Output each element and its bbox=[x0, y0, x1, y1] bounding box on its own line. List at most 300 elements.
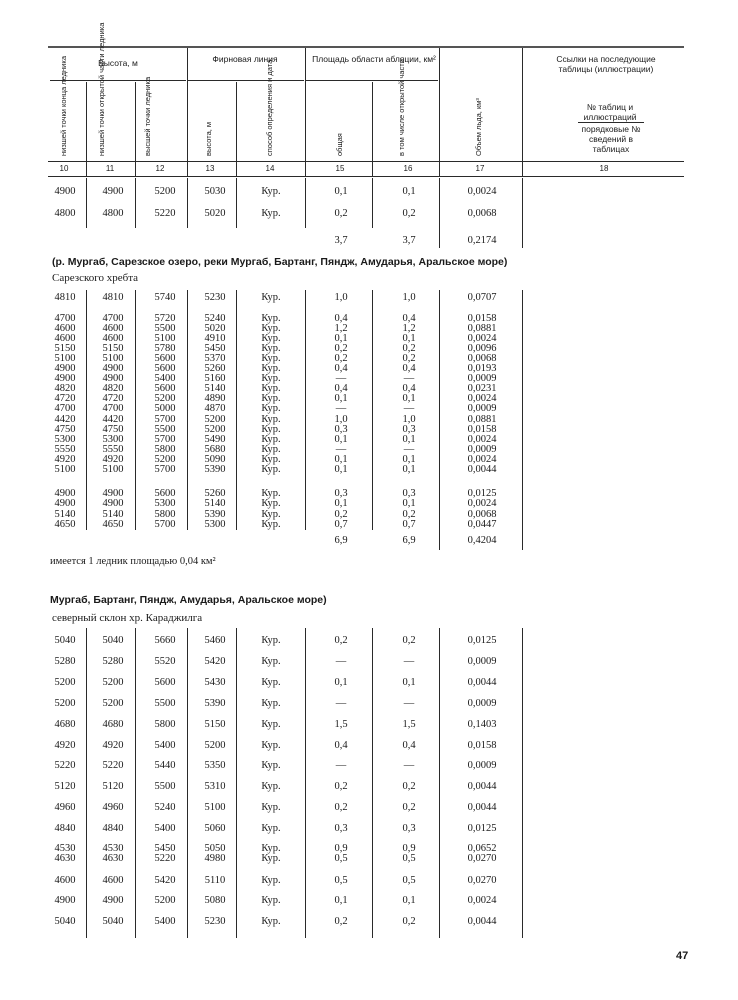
table-cell: 0,0024 bbox=[467, 333, 497, 345]
s2-vline-4 bbox=[236, 290, 237, 530]
table-cell: Кур. bbox=[261, 323, 281, 335]
table-cell: 0,2 bbox=[334, 208, 348, 219]
table-cell: Кур. bbox=[261, 508, 281, 520]
table-cell: 5030 bbox=[204, 186, 226, 197]
colnum-12: 12 bbox=[155, 164, 165, 173]
header-subrule-firn bbox=[188, 80, 304, 81]
table-cell: 5120 bbox=[102, 781, 124, 793]
table-cell: 5280 bbox=[102, 655, 124, 667]
table-cell: 4800 bbox=[54, 208, 76, 219]
table-cell: 0,3 bbox=[334, 423, 348, 435]
table-cell: 0,0009 bbox=[467, 443, 497, 455]
table-cell: 0,0125 bbox=[467, 823, 497, 835]
hdr-vline-6 bbox=[372, 82, 373, 176]
table-cell: Кур. bbox=[261, 363, 281, 375]
table-cell: 5520 bbox=[154, 655, 176, 667]
table-cell: 5450 bbox=[154, 843, 176, 854]
table-cell: 5800 bbox=[154, 508, 176, 520]
table-cell: 1,0 bbox=[402, 413, 416, 425]
table-cell: 4600 bbox=[102, 875, 124, 886]
table-cell: 0,2 bbox=[402, 916, 416, 927]
table-cell: 5740 bbox=[154, 292, 176, 303]
header-subrule-height bbox=[50, 80, 186, 81]
table-cell: 4700 bbox=[54, 403, 76, 415]
page-number: 47 bbox=[676, 950, 689, 962]
header-firn-group: Фирновая линия bbox=[212, 54, 278, 64]
table-cell: 0,2 bbox=[402, 208, 416, 219]
table-cell: 4890 bbox=[204, 393, 226, 405]
table-cell: 5100 bbox=[102, 353, 124, 365]
table-cell: 0,1 bbox=[334, 333, 348, 345]
table-cell: 5600 bbox=[154, 353, 176, 365]
table-cell: 0,0009 bbox=[467, 655, 497, 667]
table-cell: 5120 bbox=[54, 781, 76, 793]
b1-vline-8 bbox=[522, 178, 523, 248]
colnum-14: 14 bbox=[265, 164, 275, 173]
table-cell: Кур. bbox=[261, 433, 281, 445]
table-cell: 4900 bbox=[102, 498, 124, 510]
table-cell: 0,3 bbox=[402, 488, 416, 499]
table-cell: 5020 bbox=[204, 323, 226, 335]
table-cell: 0,2 bbox=[334, 802, 348, 814]
table-cell: 0,2 bbox=[334, 353, 348, 365]
table-cell: 5100 bbox=[154, 333, 176, 345]
table-cell: 0,2 bbox=[402, 802, 416, 814]
table-cell: 4900 bbox=[102, 895, 124, 906]
table-cell: 0,1 bbox=[402, 498, 416, 510]
table-cell: 5160 bbox=[204, 373, 226, 385]
s3-vline-1 bbox=[86, 628, 87, 938]
table-cell: 4600 bbox=[54, 333, 76, 345]
table-cell: 0,0044 bbox=[467, 781, 497, 793]
table-cell: 0,5 bbox=[334, 875, 348, 886]
table-cell: 4820 bbox=[102, 383, 124, 395]
table-cell: 0,0707 bbox=[467, 292, 497, 303]
table-cell: 0,2 bbox=[402, 781, 416, 793]
s2-vline-2 bbox=[135, 290, 136, 530]
table-cell: 0,0009 bbox=[467, 697, 497, 709]
table-cell: 4980 bbox=[204, 853, 226, 864]
header-col-17: Объем льда, км³ bbox=[474, 98, 483, 156]
table-cell: 5280 bbox=[54, 655, 76, 667]
table-cell: 5600 bbox=[154, 488, 176, 499]
table-cell: 5600 bbox=[154, 363, 176, 375]
table-cell: 3,7 bbox=[334, 235, 348, 246]
table-cell: 5800 bbox=[154, 443, 176, 455]
table-cell: 0,0158 bbox=[467, 739, 497, 751]
hdr-vline-4 bbox=[236, 82, 237, 176]
table-cell: 5500 bbox=[154, 781, 176, 793]
table-cell: — bbox=[335, 655, 347, 667]
table-cell: 5420 bbox=[204, 655, 226, 667]
table-cell: Кур. bbox=[261, 186, 281, 197]
table-cell: 0,1 bbox=[334, 186, 348, 197]
table-cell: 0,0096 bbox=[467, 343, 497, 355]
table-cell: 5260 bbox=[204, 488, 226, 499]
table-cell: 0,0270 bbox=[467, 875, 497, 886]
table-cell: 4900 bbox=[102, 488, 124, 499]
table-cell: 5700 bbox=[154, 433, 176, 445]
header-height-group: Высота, м bbox=[98, 58, 138, 68]
s3-vline-2 bbox=[135, 628, 136, 938]
table-cell: 1,5 bbox=[334, 718, 348, 730]
table-cell: 5500 bbox=[154, 323, 176, 335]
table-cell: 5100 bbox=[54, 463, 76, 475]
table-cell: 0,0881 bbox=[467, 413, 497, 425]
table-cell: 0,4 bbox=[334, 313, 348, 324]
table-cell: 5090 bbox=[204, 453, 226, 465]
table-cell: 5400 bbox=[154, 916, 176, 927]
table-cell: 4870 bbox=[204, 403, 226, 415]
table-cell: 0,1 bbox=[334, 676, 348, 688]
table-cell: 5300 bbox=[204, 518, 226, 530]
table-cell: 5220 bbox=[54, 760, 76, 772]
table-cell: 5200 bbox=[204, 739, 226, 751]
table-cell: 0,0158 bbox=[467, 313, 497, 324]
s3-vline-6 bbox=[372, 628, 373, 938]
colnum-rule bbox=[48, 176, 684, 177]
colnum-11: 11 bbox=[105, 164, 115, 173]
table-cell: 4420 bbox=[54, 413, 76, 425]
table-cell: 5720 bbox=[154, 313, 176, 324]
table-cell: 0,0044 bbox=[467, 802, 497, 814]
table-cell: 4910 bbox=[204, 333, 226, 345]
table-cell: Кур. bbox=[261, 843, 281, 854]
table-cell: 4900 bbox=[54, 363, 76, 375]
header-col-13: высота, м bbox=[204, 121, 213, 156]
b1-vline-3 bbox=[187, 178, 188, 228]
table-cell: Кур. bbox=[261, 463, 281, 475]
table-cell: 0,0009 bbox=[467, 403, 497, 415]
table-cell: 4920 bbox=[54, 453, 76, 465]
table-cell: 5050 bbox=[204, 843, 226, 854]
table-cell: 1,2 bbox=[402, 323, 416, 335]
table-cell: 5020 bbox=[204, 208, 226, 219]
header-col-16: в том числе открытой части bbox=[397, 59, 406, 156]
table-cell: 4840 bbox=[54, 823, 76, 835]
table-cell: Кур. bbox=[261, 697, 281, 709]
table-cell: 0,1 bbox=[334, 393, 348, 405]
table-cell: 1,0 bbox=[334, 292, 348, 303]
table-cell: 4900 bbox=[54, 186, 76, 197]
table-cell: 4680 bbox=[54, 718, 76, 730]
table-cell: 5600 bbox=[154, 383, 176, 395]
table-cell: 0,0125 bbox=[467, 488, 497, 499]
table-cell: 4680 bbox=[102, 718, 124, 730]
table-cell: 0,0068 bbox=[467, 208, 497, 219]
table-cell: 0,3 bbox=[334, 823, 348, 835]
table-cell: 4720 bbox=[54, 393, 76, 405]
table-cell: Кур. bbox=[261, 292, 281, 303]
table-cell: 1,5 bbox=[402, 718, 416, 730]
table-cell: Кур. bbox=[261, 823, 281, 835]
table-cell: 4810 bbox=[102, 292, 124, 303]
table-cell: 5430 bbox=[204, 676, 226, 688]
table-cell: 0,0231 bbox=[467, 383, 497, 395]
header-subrule-ablation bbox=[306, 80, 438, 81]
table-cell: 5060 bbox=[204, 823, 226, 835]
table-cell: 0,0009 bbox=[467, 373, 497, 385]
table-cell: 0,0044 bbox=[467, 916, 497, 927]
table-cell: 4900 bbox=[54, 373, 76, 385]
s3-vline-7 bbox=[439, 628, 440, 938]
table-cell: 0,7 bbox=[402, 518, 416, 530]
table-cell: 4630 bbox=[102, 853, 124, 864]
table-cell: 5100 bbox=[102, 463, 124, 475]
table-cell: 5490 bbox=[204, 433, 226, 445]
table-cell: 0,2 bbox=[334, 781, 348, 793]
table-cell: 4920 bbox=[54, 739, 76, 751]
b1-vline-4 bbox=[236, 178, 237, 228]
table-cell: 0,1 bbox=[402, 393, 416, 405]
s2-vline-5 bbox=[305, 290, 306, 530]
table-cell: Кур. bbox=[261, 875, 281, 886]
table-cell: 5800 bbox=[154, 718, 176, 730]
table-cell: Кур. bbox=[261, 333, 281, 345]
table-cell: Кур. bbox=[261, 208, 281, 219]
table-cell: Кур. bbox=[261, 373, 281, 385]
table-cell: — bbox=[403, 760, 415, 772]
table-cell: 5550 bbox=[102, 443, 124, 455]
section2-title: (р. Мургаб, Сарезское озеро, реки Мургаб, Бартанг, Пяндж, Амударья, Аральское море) bbox=[52, 256, 508, 268]
s2-vline-8 bbox=[522, 290, 523, 550]
table-cell: 0,1 bbox=[334, 498, 348, 510]
table-cell: 0,1 bbox=[334, 433, 348, 445]
table-cell: 5200 bbox=[54, 697, 76, 709]
table-cell: 5100 bbox=[54, 353, 76, 365]
table-cell: Кур. bbox=[261, 498, 281, 510]
table-cell: Кур. bbox=[261, 423, 281, 435]
table-cell: 0,3 bbox=[402, 423, 416, 435]
hdr-vline-1 bbox=[86, 82, 87, 176]
table-cell: 5310 bbox=[204, 781, 226, 793]
colnum-10: 10 bbox=[59, 164, 69, 173]
header-col-10: низшей точки конца ледника bbox=[59, 56, 68, 156]
hdr-vline-3 bbox=[187, 48, 188, 176]
table-cell: 0,2 bbox=[402, 635, 416, 646]
table-cell: 5230 bbox=[204, 916, 226, 927]
table-cell: 4900 bbox=[102, 373, 124, 385]
table-cell: — bbox=[335, 443, 347, 455]
table-cell: Кур. bbox=[261, 853, 281, 864]
table-cell: 4810 bbox=[54, 292, 76, 303]
table-cell: 5220 bbox=[154, 208, 176, 219]
table-cell: 0,2 bbox=[334, 343, 348, 355]
table-cell: 5390 bbox=[204, 697, 226, 709]
table-cell: 5150 bbox=[204, 718, 226, 730]
table-cell: 5000 bbox=[154, 403, 176, 415]
s2-vline-6 bbox=[372, 290, 373, 530]
table-cell: 5660 bbox=[154, 635, 176, 646]
table-cell: 0,1 bbox=[334, 463, 348, 475]
table-cell: — bbox=[403, 373, 415, 385]
table-cell: 5700 bbox=[154, 518, 176, 530]
table-cell: 0,1 bbox=[334, 453, 348, 465]
table-cell: 3,7 bbox=[402, 235, 416, 246]
table-cell: 5400 bbox=[154, 739, 176, 751]
table-cell: 0,4 bbox=[402, 313, 416, 324]
table-cell: 0,1 bbox=[402, 333, 416, 345]
section3-title: Мургаб, Бартанг, Пяндж, Амударья, Аральское море) bbox=[50, 594, 327, 606]
table-cell: 4600 bbox=[54, 875, 76, 886]
table-cell: 5200 bbox=[154, 453, 176, 465]
table-cell: 4900 bbox=[54, 498, 76, 510]
table-cell: 0,5 bbox=[334, 853, 348, 864]
table-cell: 5300 bbox=[54, 433, 76, 445]
table-cell: — bbox=[403, 443, 415, 455]
table-cell: — bbox=[335, 697, 347, 709]
header-col-14: способ определения и дата bbox=[265, 59, 274, 156]
table-cell: — bbox=[403, 697, 415, 709]
table-cell: 4650 bbox=[102, 518, 124, 530]
table-cell: 0,4 bbox=[402, 739, 416, 751]
table-cell: Кур. bbox=[261, 718, 281, 730]
table-cell: 0,4 bbox=[402, 363, 416, 375]
table-cell: 5200 bbox=[102, 697, 124, 709]
table-cell: 5600 bbox=[154, 676, 176, 688]
table-cell: — bbox=[335, 373, 347, 385]
table-cell: 5200 bbox=[102, 676, 124, 688]
table-cell: 0,1 bbox=[402, 453, 416, 465]
table-cell: Кур. bbox=[261, 313, 281, 324]
table-cell: 4530 bbox=[54, 843, 76, 854]
table-cell: 0,2174 bbox=[467, 235, 497, 246]
table-cell: Кур. bbox=[261, 781, 281, 793]
colnum-13: 13 bbox=[205, 164, 215, 173]
b1-vline-1 bbox=[86, 178, 87, 228]
table-cell: 0,1 bbox=[402, 463, 416, 475]
table-cell: 5040 bbox=[54, 635, 76, 646]
table-cell: 4900 bbox=[54, 895, 76, 906]
hdr-vline-2 bbox=[135, 82, 136, 176]
table-cell: 4720 bbox=[102, 393, 124, 405]
table-cell: 5140 bbox=[204, 498, 226, 510]
table-cell: 0,5 bbox=[402, 853, 416, 864]
table-cell: 4750 bbox=[54, 423, 76, 435]
table-cell: 5420 bbox=[154, 875, 176, 886]
table-cell: 5080 bbox=[204, 895, 226, 906]
table-cell: 5780 bbox=[154, 343, 176, 355]
table-cell: 4630 bbox=[54, 853, 76, 864]
table-cell: Кур. bbox=[261, 635, 281, 646]
table-cell: 4920 bbox=[102, 739, 124, 751]
table-cell: 4960 bbox=[54, 802, 76, 814]
table-cell: 5230 bbox=[204, 292, 226, 303]
table-cell: 0,0024 bbox=[467, 498, 497, 510]
table-cell: Кур. bbox=[261, 655, 281, 667]
s3-vline-5 bbox=[305, 628, 306, 938]
table-cell: 5150 bbox=[102, 343, 124, 355]
table-cell: 0,7 bbox=[334, 518, 348, 530]
table-cell: 0,0193 bbox=[467, 363, 497, 375]
table-cell: Кур. bbox=[261, 916, 281, 927]
table-cell: 5200 bbox=[204, 423, 226, 435]
table-cell: 4900 bbox=[102, 363, 124, 375]
table-cell: 5390 bbox=[204, 463, 226, 475]
header-refs-tables: № таблиц и иллюстраций bbox=[583, 102, 637, 122]
table-cell: Кур. bbox=[261, 895, 281, 906]
table-cell: 5200 bbox=[204, 413, 226, 425]
table-cell: 1,0 bbox=[334, 413, 348, 425]
table-cell: 0,0270 bbox=[467, 853, 497, 864]
s2-vline-3 bbox=[187, 290, 188, 530]
table-cell: Кур. bbox=[261, 413, 281, 425]
table-cell: Кур. bbox=[261, 488, 281, 499]
table-cell: 0,2 bbox=[334, 635, 348, 646]
table-cell: 0,0024 bbox=[467, 453, 497, 465]
s3-vline-4 bbox=[236, 628, 237, 938]
colnum-15: 15 bbox=[335, 164, 345, 173]
header-col-12: высшей точки ледника bbox=[143, 76, 152, 156]
table-cell: 0,2 bbox=[402, 508, 416, 520]
table-cell: 4600 bbox=[54, 323, 76, 335]
table-cell: 0,9 bbox=[402, 843, 416, 854]
header-ablation-group: Площадь области абляции, км² bbox=[312, 54, 436, 64]
colnum-17: 17 bbox=[475, 164, 485, 173]
table-cell: 0,3 bbox=[402, 823, 416, 835]
b1-vline-2 bbox=[135, 178, 136, 228]
header-refs-group: Ссылки на последующие таблицы (иллюстрации) bbox=[556, 54, 656, 74]
table-cell: 4920 bbox=[102, 453, 124, 465]
table-cell: 5260 bbox=[204, 363, 226, 375]
table-cell: 5700 bbox=[154, 413, 176, 425]
table-cell: 1,2 bbox=[334, 323, 348, 335]
table-cell: Кур. bbox=[261, 353, 281, 365]
table-cell: 0,0125 bbox=[467, 635, 497, 646]
table-cell: Кур. bbox=[261, 383, 281, 395]
table-cell: 0,1 bbox=[402, 895, 416, 906]
table-cell: 4840 bbox=[102, 823, 124, 835]
table-cell: 0,0024 bbox=[467, 393, 497, 405]
table-cell: 5500 bbox=[154, 697, 176, 709]
table-cell: 0,0447 bbox=[467, 518, 497, 530]
table-cell: 0,2 bbox=[334, 508, 348, 520]
table-cell: Кур. bbox=[261, 760, 281, 772]
table-cell: 4800 bbox=[102, 208, 124, 219]
table-cell: 5040 bbox=[102, 916, 124, 927]
section3-subtitle: северный склон хр. Караджилга bbox=[52, 612, 203, 624]
table-cell: 5200 bbox=[154, 393, 176, 405]
table-cell: 5140 bbox=[204, 383, 226, 395]
table-cell: 5220 bbox=[154, 853, 176, 864]
table-cell: 5220 bbox=[102, 760, 124, 772]
table-cell: 0,5 bbox=[402, 875, 416, 886]
table-cell: 5140 bbox=[102, 508, 124, 520]
table-cell: 4820 bbox=[54, 383, 76, 395]
table-cell: 0,2 bbox=[402, 343, 416, 355]
b1-vline-6 bbox=[372, 178, 373, 228]
table-cell: 5550 bbox=[54, 443, 76, 455]
colnum-16: 16 bbox=[403, 164, 413, 173]
table-cell: 5110 bbox=[204, 875, 226, 886]
table-cell: 6,9 bbox=[334, 535, 348, 546]
table-cell: — bbox=[335, 760, 347, 772]
table-cell: 5140 bbox=[54, 508, 76, 520]
table-cell: 0,0158 bbox=[467, 423, 497, 435]
section2-subtitle: Сарезского хребта bbox=[52, 272, 139, 284]
header-col-11: низшей точки открытой части ледника bbox=[97, 22, 106, 156]
table-cell: 0,0652 bbox=[467, 843, 497, 854]
table-cell: — bbox=[403, 655, 415, 667]
table-cell: 5300 bbox=[154, 498, 176, 510]
table-cell: 4700 bbox=[102, 403, 124, 415]
table-cell: 0,2 bbox=[402, 353, 416, 365]
table-cell: 0,4 bbox=[334, 739, 348, 751]
table-cell: 5040 bbox=[54, 916, 76, 927]
hdr-vline-5 bbox=[305, 48, 306, 176]
table-cell: 0,1403 bbox=[467, 718, 497, 730]
header-refs-rule bbox=[578, 122, 644, 123]
